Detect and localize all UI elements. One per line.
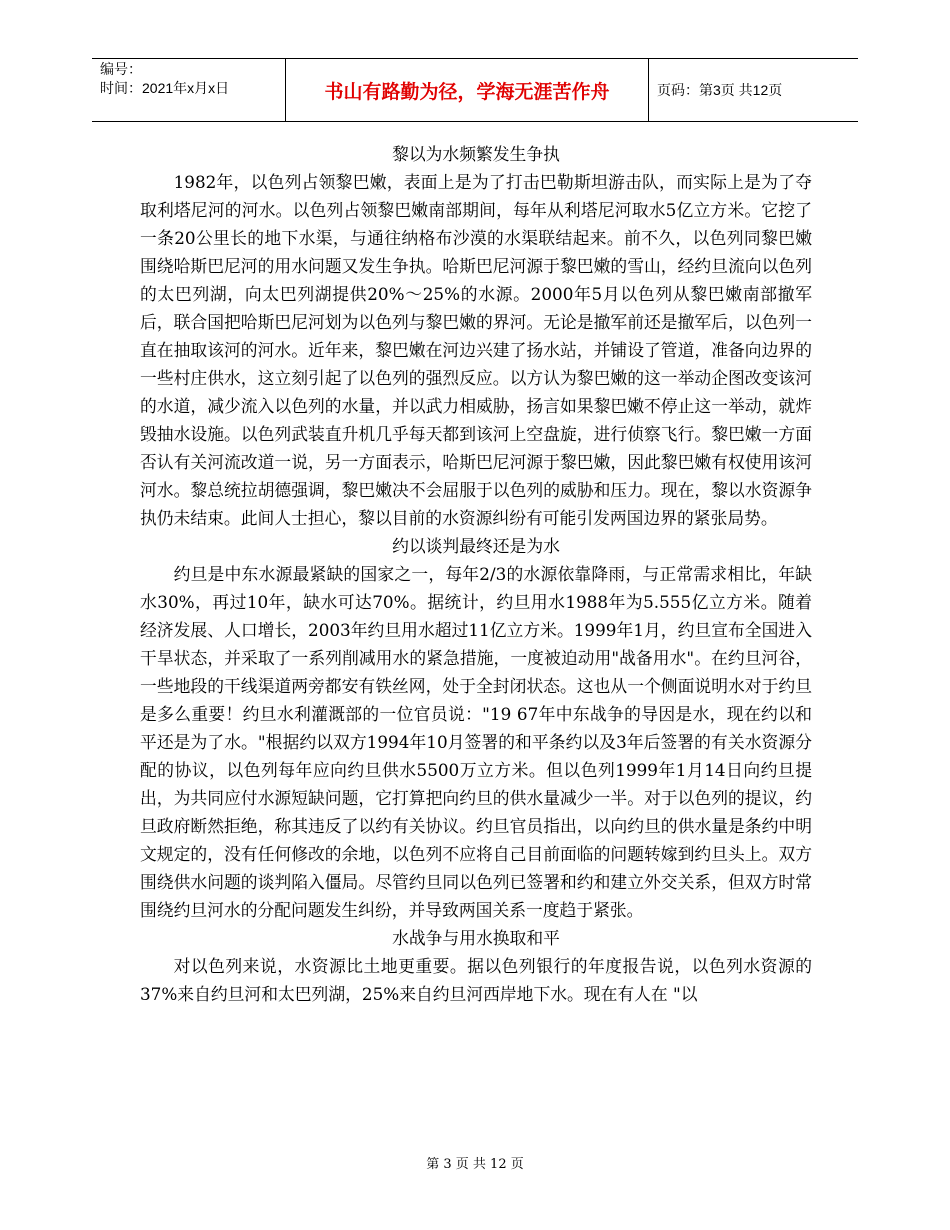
page-footer: 第 3 页 共 12 页 bbox=[426, 1157, 524, 1172]
header-motto: 书山有路勤为径，学海无涯苦作舟 bbox=[285, 59, 649, 121]
document-body bbox=[140, 140, 812, 1008]
number-label: 编号： bbox=[100, 61, 142, 77]
section-paragraph: 1982年，以色列占领黎巴嫩，表面上是为了打击巴勒斯坦游击队，而实际上是为了夺取利塔尼河的河水。以色列占领黎巴嫩南部期间，每年从利塔尼河取水5亿立方米。它挖了一条20公里长的地下水渠，与通往纳格布沙漠的水渠联结起来。前不久，以色列同黎巴嫩围绕哈斯巴尼河的用水问题又发生争执。哈斯巴尼河源于黎巴嫩的雪山，经约旦流向以色列的太巴列湖，向太巴列湖提供20%～25%的水源。2000年5月以色列从黎巴嫩南部撤军后，联合国把哈斯巴尼河划为以色列与黎巴嫩的界河。无论是撤军前还是撤军后，以色列一直在抽取该河的河水。近年来，黎巴嫩在河边兴建了扬水站，并铺设了管道，准备向边界的一些村庄供水，这立刻引起了以色列的强烈反应。以方认为黎巴嫩的这一举动企图改变该河的水道，减少流入以色列的水量，并以武力相威胁，扬言如果黎巴嫩不停止这一举动，就炸毁抽水设施。以色列武装直升机几乎每天都到该河上空盘旋，进行侦察飞行。黎巴嫩一方面否认有关河流改道一说，另一方面表示，哈斯巴尼河源于黎巴嫩，因此黎巴嫩有权使用该河河水。黎总统拉胡德强调，黎巴嫩决不会屈服于以色列的威胁和压力。现在，黎以水资源争执仍未结束。此间人士担心，黎以目前的水资源纠纷有可能引发两国边界的紧张局势。 bbox=[140, 172, 812, 528]
section-paragraph: 对以色列来说，水资源比土地更重要。据以色列银行的年度报告说，以色列水资源的37%来自约旦河和太巴列湖，25%来自约旦河西岸地下水。现在有人在 "以 bbox=[140, 956, 812, 1004]
page-header bbox=[92, 58, 858, 122]
time-label: 时间：2021年x月x日 bbox=[100, 80, 230, 96]
section-title: 黎以为水频繁发生争执 bbox=[392, 144, 560, 164]
header-meta bbox=[92, 59, 285, 121]
section-paragraph: 约旦是中东水源最紧缺的国家之一，每年2/3的水源依靠降雨，与正常需求相比，年缺水30%，再过10年，缺水可达70%。据统计，约旦用水1988年为5.555亿立方米。随着经济发展、人口增长，2003年约旦用水超过11亿立方米。1999年1月，约旦宣布全国进入干旱状态，并采取了一系列削减用水的紧急措施，一度被迫动用"战备用水"。在约旦河谷，一些地段的干线渠道两旁都安有铁丝网，处于全封闭状态。这也从一个侧面说明水对于约旦是多么重要！约旦水利灌溉部的一位官员说："19 67年中东战争的导因是水，现在约以和平还是为了水。"根据约以双方1994年10月签署的和平条约以及3年后签署的有关水资源分配的协议，以色列每年应向约旦供水5500万立方米。但以色列1999年1月14日向约旦提出，为共同应付水源短缺问题，它打算把向约旦的供水量减少一半。对于以色列的提议，约旦政府断然拒绝，称其违反了以约有关协议。约旦官员指出，以向约旦的供水量是条约中明文规定的，没有任何修改的余地，以色列不应将自己目前面临的问题转嫁到约旦头上。双方围绕供水问题的谈判陷入僵局。尽管约旦同以色列已签署和约和建立外交关系，但双方时常围绕约旦河水的分配问题发生纠纷，并导致两国关系一度趋于紧张。 bbox=[140, 564, 812, 920]
section-title: 水战争与用水换取和平 bbox=[392, 928, 560, 948]
header-page-info: 页码：第3页 共12页 bbox=[657, 82, 783, 98]
section-title: 约以谈判最终还是为水 bbox=[392, 536, 560, 556]
